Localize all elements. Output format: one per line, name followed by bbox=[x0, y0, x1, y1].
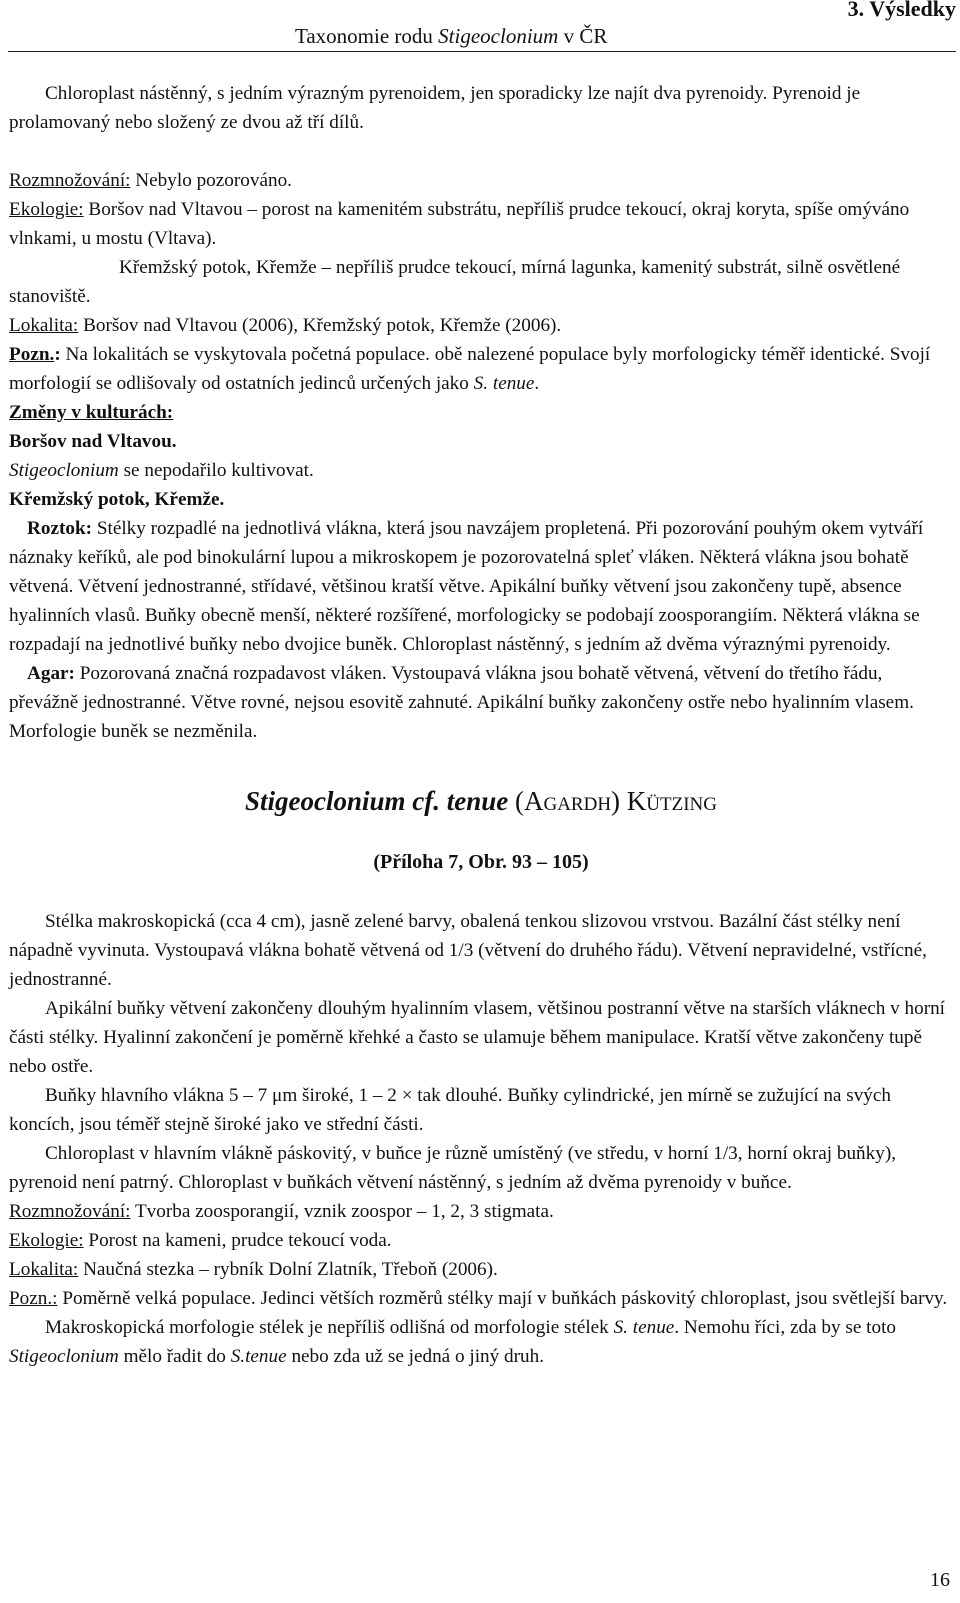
poznamka-text-2: Poměrně velká populace. Jedinci větších rozměrů stélky mají v buňkách páskovitý chloroplast, jsou světlejší barvy. bbox=[57, 1288, 948, 1309]
lokalita-label-2: Lokalita: bbox=[9, 1259, 79, 1280]
running-header bbox=[0, 0, 960, 54]
ekologie-label-2: Ekologie: bbox=[9, 1230, 84, 1251]
poznamka-label-2: Pozn.: bbox=[9, 1288, 58, 1309]
lokalita-text: Boršov nad Vltavou (2006), Křemžský potok, Křemže (2006). bbox=[78, 315, 562, 336]
rozmnozovani-line-2 bbox=[9, 1197, 953, 1226]
rozmnozovani-line bbox=[9, 166, 953, 195]
lokalita-line bbox=[9, 311, 953, 340]
ekologie-paragraph bbox=[9, 195, 953, 253]
ekologie-paragraph-2: Křemžský potok, Křemže – nepříliš prudce tekoucí, mírná lagunka, kamenitý substrát, silně osvětlené stanoviště. bbox=[9, 257, 901, 307]
morphology-species: S. tenue bbox=[613, 1317, 675, 1338]
header-title bbox=[295, 24, 607, 49]
poznamka-paragraph bbox=[9, 340, 953, 398]
morphology-text-c: mělo řadit do bbox=[118, 1346, 231, 1367]
lokalita-label: Lokalita: bbox=[9, 315, 79, 336]
kremze-heading: Křemžský potok, Křemže. bbox=[9, 489, 225, 510]
agar-paragraph bbox=[9, 659, 953, 746]
agar-text: Pozorovaná značná rozpadavost vláken. Vystoupavá vlákna jsou bohatě větvená, větvení do třetího řádu, převážně jednostranné. Větve rovné, nejsou esovitě zahnuté. Apikální buňky zakončeny ostře nebo hyalinním vlasem. Morfologie buněk se nezměnila. bbox=[9, 663, 914, 742]
borsov-heading: Boršov nad Vltavou. bbox=[9, 431, 177, 452]
cells-paragraph: Buňky hlavního vlákna 5 – 7 μm široké, 1 – 2 × tak dlouhé. Buňky cylindrické, jen mírně se zužující na svých koncích, jsou téměř stejně široké jako ve střední části. bbox=[9, 1085, 892, 1135]
poznamka-species: S. tenue bbox=[473, 373, 535, 394]
ekologie-line-2 bbox=[9, 1226, 953, 1255]
header-chapter: 3. Výsledky bbox=[847, 0, 956, 21]
lokalita-text-2: Naučná stezka – rybník Dolní Zlatník, Třeboň (2006). bbox=[78, 1259, 498, 1280]
figure-reference: (Příloha 7, Obr. 93 – 105) bbox=[373, 851, 589, 873]
poznamka-label: Pozn. bbox=[9, 344, 55, 365]
poznamka-colon: : bbox=[54, 344, 61, 365]
roztok-label: Roztok: bbox=[27, 518, 93, 539]
page-body bbox=[9, 79, 953, 1371]
header-title-post: v ČR bbox=[558, 24, 608, 48]
ekologie-text-2: Porost na kameni, prudce tekoucí voda. bbox=[83, 1230, 392, 1251]
poznamka-paragraph-2 bbox=[9, 1284, 953, 1313]
lokalita-line-2 bbox=[9, 1255, 953, 1284]
species-heading bbox=[9, 784, 953, 818]
borsov-genus: Stigeoclonium bbox=[9, 460, 119, 481]
species-heading-author: (Agardh) Kützing bbox=[515, 786, 717, 816]
poznamka-end: . bbox=[534, 373, 540, 394]
agar-label: Agar: bbox=[27, 663, 75, 684]
roztok-text: Stélky rozpadlé na jednotlivá vlákna, která jsou navzájem propletená. Při pozorování pouhým okem vytváří náznaky keříků, ale pod binokulární lupou a mikroskopem je pozorovatelná spleť vláken. Některá vlákna jsou bohatě větvená. Větvení jednostranné, střídavé, většinou kratší větve. Apikální buňky větvení jsou zakončeny tupě, absence hyalinních vlasů. Buňky obecně menší, některé rozšířené, morfologicky se podobají zoosporangiím. Některá vlákna se rozpadají na jednotlivé buňky nebo dvojice buněk. Chloroplast nástěnný, s jedním až dvěma výraznými pyrenoidy. bbox=[9, 518, 924, 655]
chloroplast-paragraph-2: Chloroplast v hlavním vlákně páskovitý, v buňce je různě umístěný (ve středu, v horní 1/3, horní okraj buňky), pyrenoid není patrný. Chloroplast v buňkách větvení nástěnný, s jedním až dvěma pyrenoidy v buňce. bbox=[9, 1143, 897, 1193]
thallus-paragraph: Stélka makroskopická (cca 4 cm), jasně zelené barvy, obalená tenkou slizovou vrstvou. Bazální část stélky není nápadně vyvinuta. Vystoupavá vlákna bohatě větvená od 1/3 (větvení do druhého řádu). Větvení nepravidelné, vstřícné, jednostranné. bbox=[9, 911, 927, 990]
rozmnozovani-label-2: Rozmnožování: bbox=[9, 1201, 131, 1222]
header-title-genus: Stigeoclonium bbox=[438, 24, 559, 48]
ekologie-label: Ekologie: bbox=[9, 199, 84, 220]
morphology-text-d: nebo zda už se jedná o jiný druh. bbox=[286, 1346, 544, 1367]
zmeny-heading: Změny v kulturách: bbox=[9, 402, 174, 423]
species-heading-name: Stigeoclonium cf. tenue bbox=[245, 786, 509, 816]
morphology-text-a: Makroskopická morfologie stélek je nepříliš odlišná od morfologie stélek bbox=[45, 1317, 614, 1338]
chloroplast-paragraph: Chloroplast nástěnný, s jedním výrazným pyrenoidem, jen sporadicky lze najít dva pyrenoidy. Pyrenoid je prolamovaný nebo složený ze dvou až tří dílů. bbox=[9, 83, 861, 133]
header-title-pre: Taxonomie rodu bbox=[295, 24, 439, 48]
apical-cells-paragraph: Apikální buňky větvení zakončeny dlouhým hyalinním vlasem, většinou postranní větve na starších vláknech v horní části stélky. Hyalinní zakončení je poměrně křehké a často se ulamuje během manipulace. Kratší větve zakončeny tupě nebo ostře. bbox=[9, 998, 946, 1077]
rozmnozovani-text-2: Tvorba zoosporangií, vznik zoospor – 1, 2, 3 stigmata. bbox=[130, 1201, 554, 1222]
morphology-genus: Stigeoclonium bbox=[9, 1346, 119, 1367]
roztok-paragraph bbox=[9, 514, 953, 659]
rozmnozovani-text: Nebylo pozorováno. bbox=[130, 170, 292, 191]
rozmnozovani-label: Rozmnožování: bbox=[9, 170, 131, 191]
page-number: 16 bbox=[930, 1569, 950, 1591]
morphology-paragraph bbox=[9, 1313, 953, 1371]
borsov-culture-line bbox=[9, 456, 953, 485]
morphology-species-2: S.tenue bbox=[230, 1346, 287, 1367]
morphology-text-b: . Nemohu říci, zda by se toto bbox=[674, 1317, 896, 1338]
ekologie-text: Boršov nad Vltavou – porost na kamenitém substrátu, nepříliš prudce tekoucí, okraj koryta, spíše omýváno vlnkami, u mostu (Vltava). bbox=[9, 199, 910, 249]
borsov-culture-text: se nepodařilo kultivovat. bbox=[118, 460, 314, 481]
header-rule bbox=[8, 51, 956, 52]
poznamka-text: Na lokalitách se vyskytovala početná populace. obě nalezené populace byly morfologicky téměř identické. Svojí morfologií se odlišovaly od ostatních jedinců určených jako bbox=[9, 344, 931, 394]
